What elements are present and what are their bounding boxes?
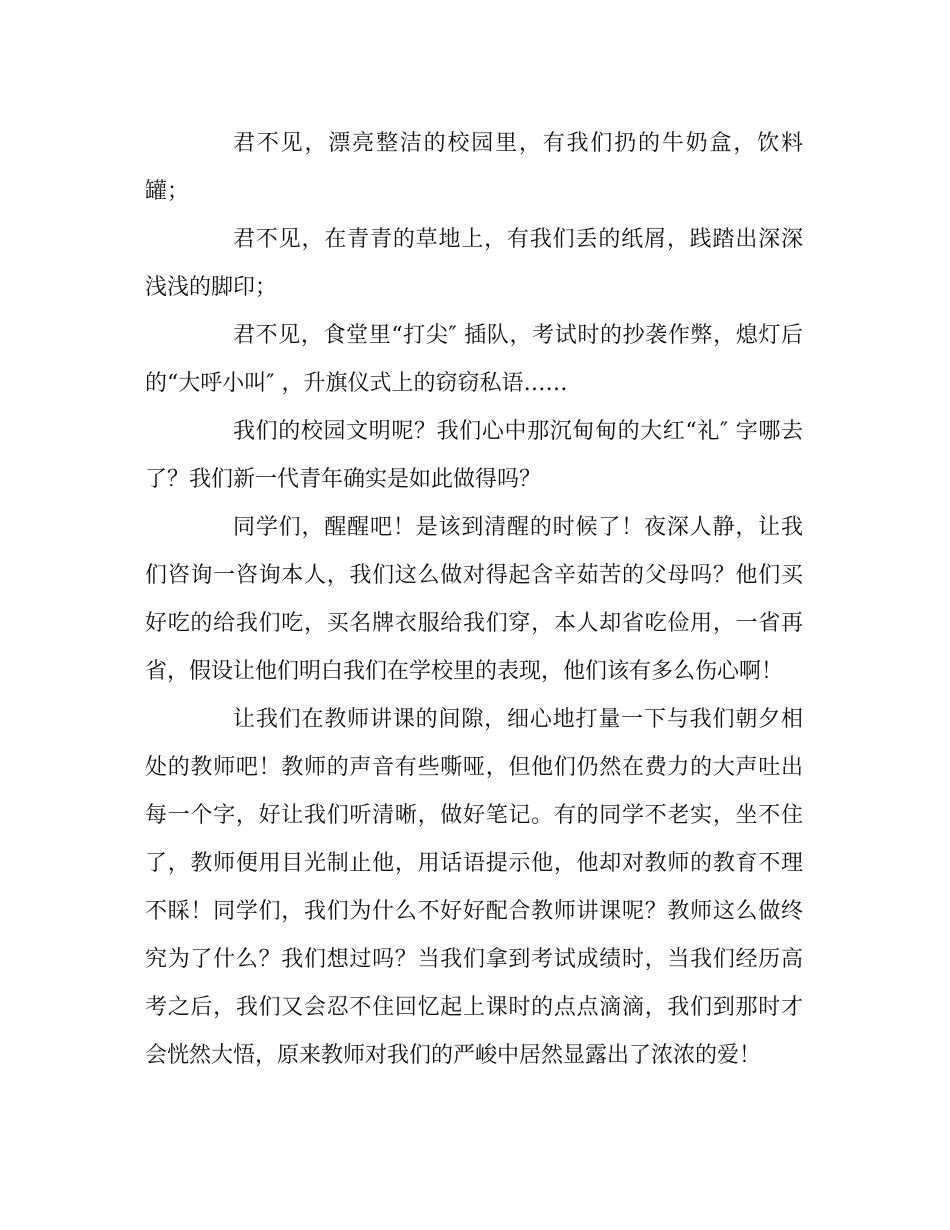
paragraph-4: 我们的校园文明呢？我们心中那沉甸甸的大红“礼″ 字哪去了？我们新一代青年确实是如此做得吗？ (145, 419, 803, 492)
paragraph-6: 让我们在教师讲课的间隙，细心地打量一下与我们朝夕相处的教师吧！教师的声音有些嘶哑，但他们仍然在费力的大声吐出每一个字，好让我们听清晰，做好笔记。有的同学不老实，坐不住了，教师便用目光制止他，用话语提示他，他却对教师的教育不理不睬！同学们，我们为什么不好好配合教师讲课呢？教师这么做终究为了什么？我们想过吗？当我们拿到考试成绩时，当我们经历高考之后，我们又会忍不住回忆起上课时的点点滴滴，我们到那时才会恍然大悟，原来教师对我们的严峻中居然显露出了浓浓的爱！ (145, 707, 803, 1068)
document-body (145, 120, 803, 1080)
paragraph-1: 君不见，漂亮整洁的校园里，有我们扔的牛奶盒，饮料罐； (145, 131, 803, 204)
paragraph-5: 同学们，醒醒吧！是该到清醒的时候了！夜深人静，让我们咨询一咨询本人，我们这么做对得起含辛茹苦的父母吗？他们买好吃的给我们吃，买名牌衣服给我们穿，本人却省吃俭用，一省再省，假设让他们明白我们在学校里的表现，他们该有多么伤心啊！ (145, 515, 803, 684)
paragraph-2: 君不见，在青青的草地上，有我们丢的纸屑，践踏出深深浅浅的脚印； (145, 227, 803, 300)
paragraph-3: 君不见，食堂里“打尖″ 插队，考试时的抄袭作弊，熄灯后的“大呼小叫″ ，升旗仪式上的窃窃私语…… (145, 323, 803, 396)
